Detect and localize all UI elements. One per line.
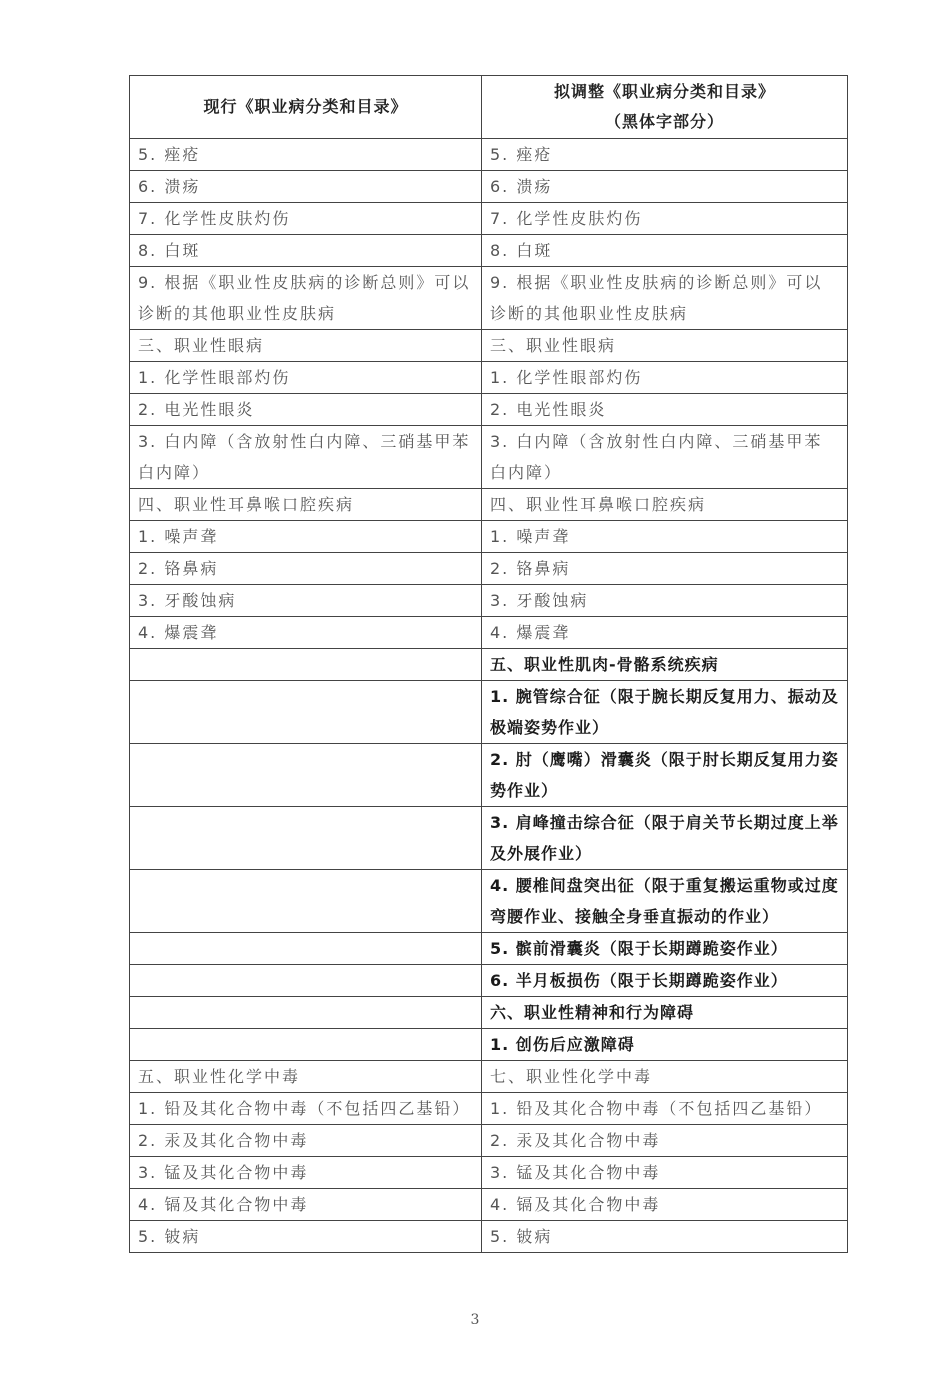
table-header-row	[130, 76, 848, 139]
table-row	[130, 681, 848, 744]
proposed-cell: 1. 创伤后应激障碍	[482, 1029, 848, 1061]
table-row	[130, 553, 848, 585]
current-cell: 9. 根据《职业性皮肤病的诊断总则》可以诊断的其他职业性皮肤病	[130, 267, 482, 330]
table-row	[130, 649, 848, 681]
table-row	[130, 521, 848, 553]
current-cell	[130, 1029, 482, 1061]
proposed-cell: 4. 爆震聋	[482, 617, 848, 649]
current-cell: 5. 铍病	[130, 1221, 482, 1253]
current-cell: 4. 镉及其化合物中毒	[130, 1189, 482, 1221]
page-number: 3	[470, 1312, 480, 1328]
proposed-cell: 五、职业性肌肉-骨骼系统疾病	[482, 649, 848, 681]
current-cell	[130, 649, 482, 681]
current-cell: 四、职业性耳鼻喉口腔疾病	[130, 489, 482, 521]
table-row	[130, 426, 848, 489]
current-cell	[130, 681, 482, 744]
current-cell: 2. 汞及其化合物中毒	[130, 1125, 482, 1157]
proposed-cell: 1. 化学性眼部灼伤	[482, 362, 848, 394]
current-cell: 1. 噪声聋	[130, 521, 482, 553]
current-cell: 6. 溃疡	[130, 171, 482, 203]
table-row	[130, 1157, 848, 1189]
table-row	[130, 933, 848, 965]
table-row	[130, 585, 848, 617]
current-cell: 五、职业性化学中毒	[130, 1061, 482, 1093]
proposed-cell: 5. 铍病	[482, 1221, 848, 1253]
table-row	[130, 617, 848, 649]
table-row	[130, 489, 848, 521]
proposed-cell: 9. 根据《职业性皮肤病的诊断总则》可以诊断的其他职业性皮肤病	[482, 267, 848, 330]
proposed-cell: 七、职业性化学中毒	[482, 1061, 848, 1093]
table-row	[130, 1221, 848, 1253]
proposed-title: 拟调整《职业病分类和目录》	[553, 82, 775, 101]
proposed-cell: 4. 镉及其化合物中毒	[482, 1189, 848, 1221]
table-row	[130, 1093, 848, 1125]
proposed-cell: 2. 电光性眼炎	[482, 394, 848, 426]
proposed-cell: 6. 半月板损伤（限于长期蹲跪姿作业）	[482, 965, 848, 997]
table-row	[130, 1029, 848, 1061]
proposed-cell: 3. 肩峰撞击综合征（限于肩关节长期过度上举及外展作业）	[482, 807, 848, 870]
current-cell	[130, 807, 482, 870]
proposed-subtitle: （黑体字部分）	[604, 112, 724, 131]
table-row	[130, 171, 848, 203]
table-row	[130, 267, 848, 330]
current-cell	[130, 933, 482, 965]
current-cell: 3. 锰及其化合物中毒	[130, 1157, 482, 1189]
current-cell: 1. 铅及其化合物中毒（不包括四乙基铅）	[130, 1093, 482, 1125]
table-row	[130, 997, 848, 1029]
current-cell: 2. 电光性眼炎	[130, 394, 482, 426]
current-cell: 4. 爆震聋	[130, 617, 482, 649]
table-row	[130, 1125, 848, 1157]
proposed-cell: 三、职业性眼病	[482, 330, 848, 362]
current-cell	[130, 744, 482, 807]
current-cell: 3. 牙酸蚀病	[130, 585, 482, 617]
proposed-cell: 3. 白内障（含放射性白内障、三硝基甲苯白内障）	[482, 426, 848, 489]
table-row	[130, 394, 848, 426]
current-cell: 2. 铬鼻病	[130, 553, 482, 585]
current-cell: 3. 白内障（含放射性白内障、三硝基甲苯白内障）	[130, 426, 482, 489]
proposed-cell: 1. 铅及其化合物中毒（不包括四乙基铅）	[482, 1093, 848, 1125]
current-cell: 5. 痤疮	[130, 139, 482, 171]
table-row	[130, 362, 848, 394]
proposed-cell: 6. 溃疡	[482, 171, 848, 203]
proposed-cell: 六、职业性精神和行为障碍	[482, 997, 848, 1029]
current-cell	[130, 965, 482, 997]
current-cell: 1. 化学性眼部灼伤	[130, 362, 482, 394]
table-row	[130, 1189, 848, 1221]
current-cell	[130, 870, 482, 933]
proposed-cell: 3. 锰及其化合物中毒	[482, 1157, 848, 1189]
proposed-cell: 1. 腕管综合征（限于腕长期反复用力、振动及极端姿势作业）	[482, 681, 848, 744]
table-row	[130, 744, 848, 807]
table-row	[130, 139, 848, 171]
proposed-cell: 8. 白斑	[482, 235, 848, 267]
table-row	[130, 1061, 848, 1093]
proposed-cell: 5. 痤疮	[482, 139, 848, 171]
table-row	[130, 807, 848, 870]
current-cell: 三、职业性眼病	[130, 330, 482, 362]
current-cell	[130, 997, 482, 1029]
current-cell: 8. 白斑	[130, 235, 482, 267]
table-row	[130, 235, 848, 267]
proposed-cell: 3. 牙酸蚀病	[482, 585, 848, 617]
proposed-cell: 2. 肘（鹰嘴）滑囊炎（限于肘长期反复用力姿势作业）	[482, 744, 848, 807]
table-body	[130, 139, 848, 1253]
current-column-header	[130, 76, 482, 139]
proposed-cell: 2. 汞及其化合物中毒	[482, 1125, 848, 1157]
proposed-cell: 5. 髌前滑囊炎（限于长期蹲跪姿作业）	[482, 933, 848, 965]
table-row	[130, 203, 848, 235]
proposed-cell: 7. 化学性皮肤灼伤	[482, 203, 848, 235]
proposed-cell: 四、职业性耳鼻喉口腔疾病	[482, 489, 848, 521]
current-cell: 7. 化学性皮肤灼伤	[130, 203, 482, 235]
comparison-table	[129, 75, 848, 1253]
table-row	[130, 330, 848, 362]
proposed-cell: 4. 腰椎间盘突出征（限于重复搬运重物或过度弯腰作业、接触全身垂直振动的作业）	[482, 870, 848, 933]
table-row	[130, 965, 848, 997]
proposed-cell: 1. 噪声聋	[482, 521, 848, 553]
proposed-cell: 2. 铬鼻病	[482, 553, 848, 585]
proposed-column-header	[482, 76, 848, 139]
current-title: 现行《职业病分类和目录》	[203, 97, 408, 116]
table-row	[130, 870, 848, 933]
